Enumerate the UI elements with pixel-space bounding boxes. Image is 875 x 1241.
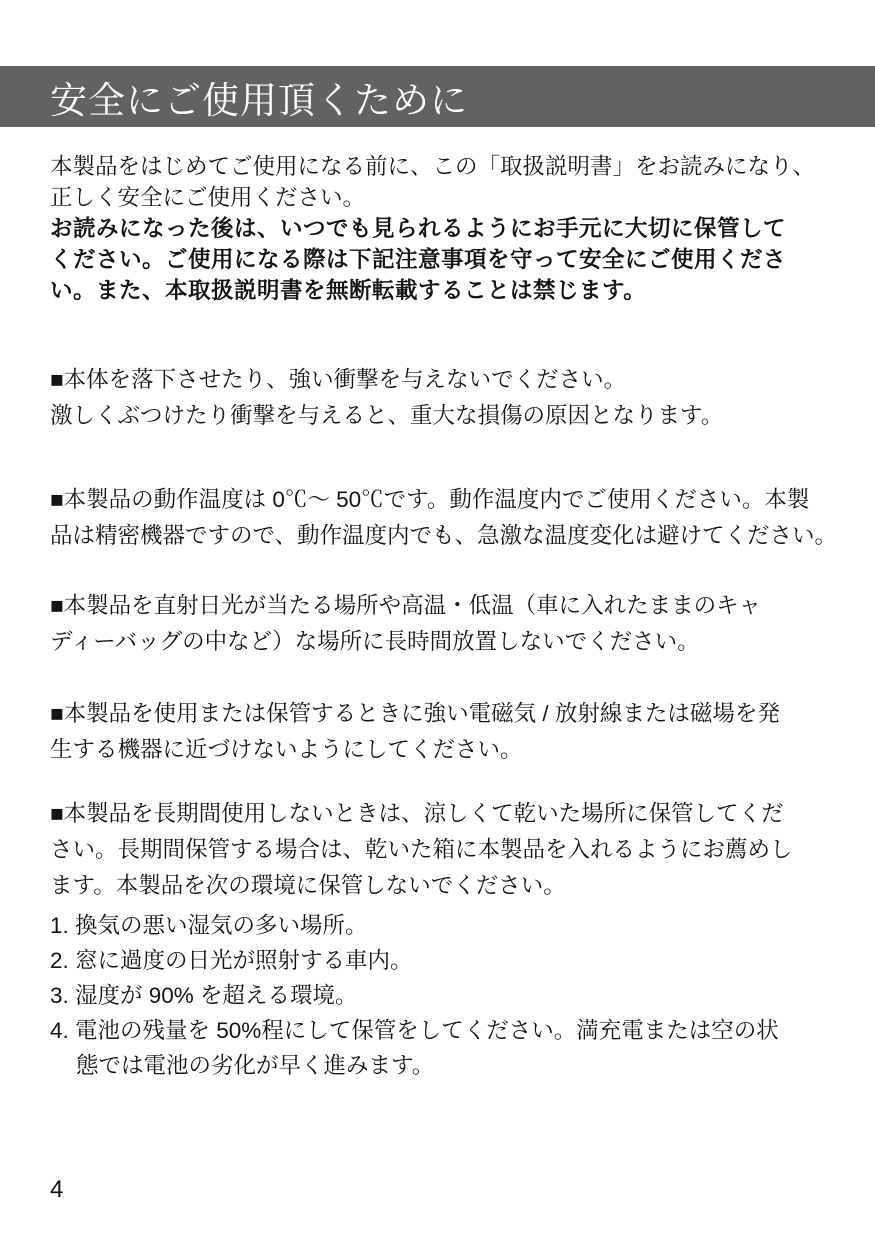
warning-line: ■本製品を使用または保管するときに強い電磁気 / 放射線または磁場を発 [50, 701, 780, 726]
warning-line: 激しくぶつけたり衝撃を与えると、重大な損傷の原因となります。 [50, 403, 724, 428]
warning-line: さい。長期間保管する場合は、乾いた箱に本製品を入れるようにお薦めし [50, 837, 793, 862]
warning-line: ■本製品を直射日光が当たる場所や高温・低温（車に入れたままのキャ [50, 593, 762, 618]
list-item-ventilation [50, 908, 840, 943]
text-line: 本製品をはじめてご使用になる前に、この「取扱説明書」をお読みになり、 [50, 154, 816, 179]
page-title: 安全にご使用頂くために [50, 79, 468, 121]
page-number: 4 [50, 1176, 64, 1203]
list-line: 態では電池の劣化が早く進みます。 [76, 1053, 435, 1078]
warning-item-direct-sunlight [50, 588, 840, 660]
warning-item-long-term-storage [50, 796, 840, 904]
list-item-humidity [50, 978, 840, 1013]
warning-item-operating-temperature [50, 482, 840, 554]
storage-conditions-list [50, 908, 840, 1083]
page-content [50, 151, 840, 1083]
warning-line: 生する機器に近づけないようにしてください。 [50, 737, 523, 762]
list-line: 3. 湿度が 90% を超える環境。 [50, 983, 358, 1008]
list-item-battery-level [50, 1013, 840, 1083]
warning-item-electromagnetic [50, 696, 840, 768]
section-header-bar [0, 66, 875, 127]
list-line: 2. 窓に過度の日光が照射する車内。 [50, 948, 413, 973]
text-line: い。また、本取扱説明書を無断転載することは禁じます。 [50, 278, 647, 303]
text-line: ください。ご使用になる際は下記注意事項を守って安全にご使用くださ [50, 247, 787, 272]
warning-line: ます。本製品を次の環境に保管しないでください。 [50, 873, 566, 898]
text-line: 正しく安全にご使用ください。 [50, 185, 366, 210]
warning-line: ■本製品の動作温度は 0℃～ 50℃です。動作温度内でご使用ください。本製 [50, 487, 810, 512]
intro-emphasis-paragraph [50, 213, 840, 306]
warning-line: ■本体を落下させたり、強い衝撃を与えないでください。 [50, 367, 627, 392]
warning-line: 品は精密機器ですので、動作温度内でも、急激な温度変化は避けてください。 [50, 523, 838, 548]
list-line: 1. 換気の悪い湿気の多い場所。 [50, 913, 368, 938]
warning-line: ■本製品を長期間使用しないときは、涼しくて乾いた場所に保管してくだ [50, 801, 784, 826]
intro-paragraph [50, 151, 840, 213]
intro-block [50, 151, 840, 306]
list-line: 4. 電池の残量を 50%程にして保管をしてください。満充電または空の状 [50, 1018, 779, 1043]
warning-item-drop-impact [50, 362, 840, 434]
list-item-car-sunlight [50, 943, 840, 978]
text-line: お読みになった後は、いつでも見られるようにお手元に大切に保管して [50, 216, 787, 241]
warning-line: ディーバッグの中など）な場所に長時間放置しないでください。 [50, 629, 700, 654]
